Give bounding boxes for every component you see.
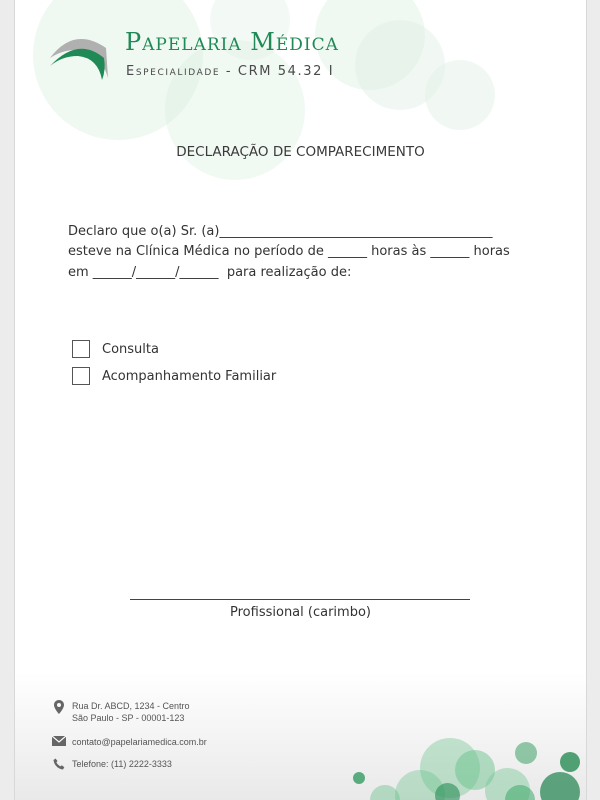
logo-arc-icon <box>48 28 112 84</box>
option-label: Acompanhamento Familiar <box>102 368 277 384</box>
email-text: contato@papelariamedica.com.br <box>72 737 207 747</box>
brand-specialty: Especialidade - CRM 54.32 I <box>126 64 335 79</box>
option-acompanhamento-familiar[interactable] <box>72 366 276 386</box>
option-consulta[interactable] <box>72 339 159 359</box>
address-line-1: Rua Dr. ABCD, 1234 - Centro <box>72 701 190 711</box>
footer-address <box>50 700 190 724</box>
location-pin-icon <box>50 700 68 714</box>
declaration-line-date: em ______/______/______ para realização de: <box>68 265 352 280</box>
phone-icon <box>50 758 68 770</box>
option-label: Consulta <box>102 341 159 357</box>
signature-label: Profissional (carimbo) <box>230 605 371 620</box>
declaration-line-name: Declaro que o(a) Sr. (a)__________________________________________ <box>68 224 493 239</box>
checkbox[interactable] <box>72 367 90 385</box>
envelope-icon <box>50 736 68 746</box>
document-sheet <box>15 0 586 800</box>
footer-phone <box>50 758 172 770</box>
checkbox[interactable] <box>72 340 90 358</box>
declaration-line-period: esteve na Clínica Médica no período de ______ horas às ______ horas <box>68 244 510 259</box>
document-title: DECLARAÇÃO DE COMPARECIMENTO <box>176 144 425 160</box>
address-line-2: São Paulo - SP - 00001-123 <box>72 713 185 723</box>
phone-text: Telefone: (11) 2222-3333 <box>72 759 172 769</box>
footer-email <box>50 736 207 748</box>
brand-name: Papelaria Médica <box>125 28 339 56</box>
signature-line <box>130 599 470 600</box>
